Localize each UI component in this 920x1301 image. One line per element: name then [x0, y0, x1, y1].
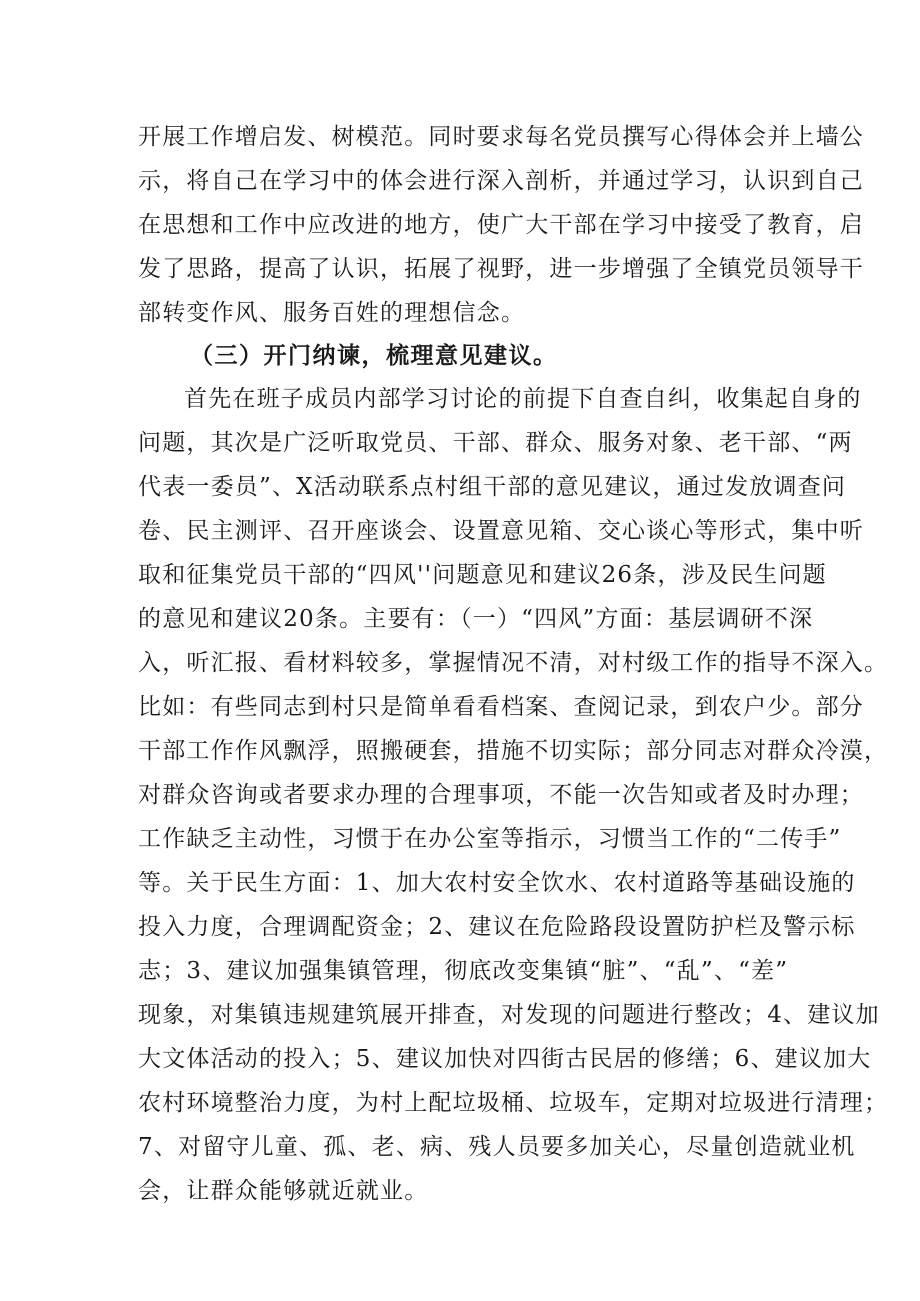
- paragraph-line: 问题，其次是广泛听取党员、干部、群众、服务对象、老干部、“两: [138, 430, 853, 456]
- paragraph-line: 首先在班子成员内部学习讨论的前提下自查自纠，收集起自身的: [184, 386, 862, 412]
- section-heading: （三）开门纳谏，梳理意见建议。: [190, 342, 558, 369]
- paragraph-line: 代表一委员”、X活动联系点村组干部的意见建议，通过发放调查问: [138, 474, 847, 500]
- paragraph-line: 开展工作增启发、树模范。同时要求每名党员撰写心得体会并上墙公: [138, 124, 864, 150]
- paragraph-line: 干部工作作风飘浮，照搬硬套，措施不切实际；部分同志对群众冷漠，: [138, 738, 889, 764]
- paragraph-line: 比如：有些同志到村只是简单看看档案、查阅记录，到农户少。部分: [138, 694, 864, 720]
- paragraph-line: 示，将自己在学习中的体会进行深入剖析，并通过学习，认识到自己: [138, 168, 864, 194]
- paragraph-line: 志；3、建议加强集镇管理，彻底改变集镇“脏”、“乱”、“差”: [138, 958, 789, 984]
- paragraph-line: 在思想和工作中应改进的地方，使广大干部在学习中接受了教育，启: [138, 212, 864, 238]
- paragraph-line: 发了思路，提高了认识，拓展了视野，进一步增强了全镇党员领导干: [138, 256, 864, 282]
- paragraph-line: 大文体活动的投入；5、建议加快对四街古民居的修缮；6、建议加大: [138, 1046, 872, 1072]
- paragraph-line: 对群众咨询或者要求办理的合理事项，不能一次告知或者及时办理；: [138, 782, 864, 808]
- paragraph-line: 取和征集党员干部的“四风''问题意见和建议26条，涉及民生问题: [138, 562, 827, 588]
- paragraph-line: 投入力度，合理调配资金；2、建议在危险路段设置防护栏及警示标: [138, 914, 856, 940]
- paragraph-line: 现象，对集镇违规建筑展开排查，对发现的问题进行整改；4、建议加: [138, 1002, 880, 1028]
- paragraph-line: 卷、民主测评、召开座谈会、设置意见箱、交心谈心等形式，集中听: [138, 518, 864, 544]
- paragraph-line: 7、对留守儿童、孤、老、病、残人员要多加关心，尽量创造就业机: [138, 1134, 856, 1160]
- paragraph-line: 工作缺乏主动性，习惯于在办公室等指示，习惯当工作的“二传手”: [138, 826, 842, 852]
- paragraph-line: 农村环境整治力度，为村上配垃圾桶、垃圾车，定期对垃圾进行清理；: [138, 1090, 889, 1116]
- paragraph-line: 部转变作风、服务百姓的理想信念。: [138, 300, 526, 326]
- paragraph-line: 等。关于民生方面：1、加大农村安全饮水、农村道路等基础设施的: [138, 870, 856, 896]
- paragraph-line: 的意见和建议20条。主要有：（一）“四风”方面：基层调研不深: [138, 606, 814, 632]
- paragraph-line: 入，听汇报、看材料较多，掌握情况不清，对村级工作的指导不深入。: [138, 650, 889, 676]
- paragraph-line: 会，让群众能够就近就业。: [138, 1178, 429, 1204]
